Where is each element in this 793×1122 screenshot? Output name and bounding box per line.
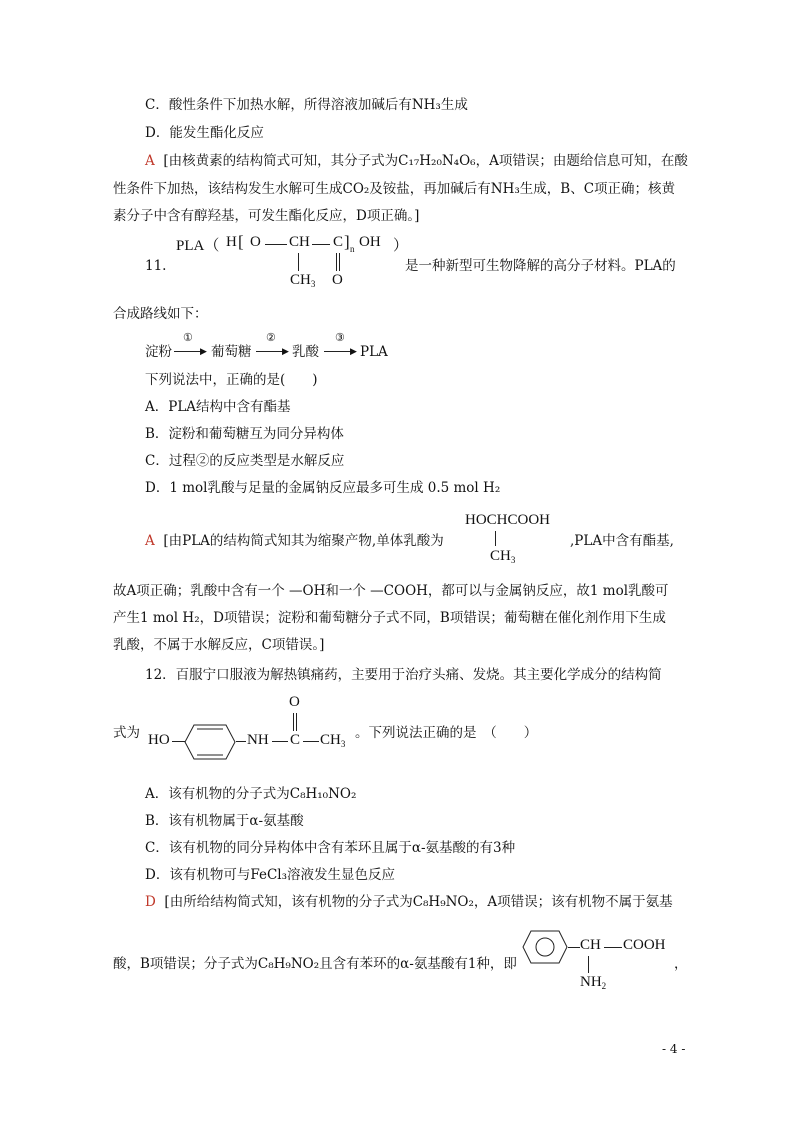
q12-option-a: A．该有机物的分子式为C₈H₁₀NO₂ (145, 786, 357, 802)
q10-option-c: C．酸性条件下加热水解，所得溶液加碱后有NH₃生成 (145, 97, 468, 113)
route-end: PLA (360, 344, 388, 360)
pla-suffix: ） (393, 238, 409, 254)
route-step2: ② (266, 331, 276, 344)
q12-explanation-text1: [由所给结构简式知，该有机物的分子式为C₈H₉NO₂，A项错误；该有机物不属于氨基 (164, 894, 673, 910)
q11-option-d: D．1 mol乳酸与足量的金属钠反应最多可生成 0.5 mol H₂ (145, 480, 501, 496)
pla-structure (170, 232, 409, 294)
paracetamol-ch3: $CH_3$ (320, 732, 346, 749)
q11-question: 下列说法中，正确的是( ) (145, 372, 318, 388)
pla-n: n (350, 244, 355, 254)
phenylglycine-ch: CH (580, 937, 601, 953)
route-arrowhead-2: ▶ (282, 347, 289, 357)
q11-stem-tail: 是一种新型可生物降解的高分子材料。PLA的 (405, 258, 676, 274)
route-start: 淀粉 (145, 344, 172, 360)
pla-bracket-close: ] (344, 232, 350, 251)
paracetamol-structure (148, 694, 388, 754)
q11-option-c: C．过程②的反应类型是水解反应 (145, 453, 345, 469)
q10-explanation-line1 (145, 152, 688, 170)
pla-c: C (333, 234, 344, 250)
paracetamol-c: C (290, 732, 301, 748)
pla-carbonyl-o: O (332, 272, 343, 288)
route-arrowhead-3: ▶ (350, 347, 357, 357)
benzene-ring-icon (184, 724, 236, 760)
route-mid2: 乳酸 (292, 344, 319, 360)
q11-explanation-text1: [由PLA的结构简式知其为缩聚产物,单体乳酸为 (163, 533, 444, 549)
q11-explanation-line2: 故A项正确；乳酸中含有一个 —OH和一个 —COOH，都可以与金属钠反应，故1 mol乳酸可 (113, 583, 669, 599)
q12-option-b: B．该有机物属于α-氨基酸 (145, 813, 304, 829)
q12-answer-letter: D (145, 894, 156, 910)
q11-option-a: A．PLA结构中含有酯基 (145, 399, 291, 415)
page-number: - 4 - (662, 1042, 686, 1056)
q12-stem-2-prefix: 式为 (113, 725, 140, 741)
q11-number: 11. (145, 258, 167, 274)
paracetamol-o: O (289, 694, 300, 710)
q10-explanation-text1: [由核黄素的结构简式可知，其分子式为C₁₇H₂₀N₄O₆，A项错误；由题给信息可知，在酸 (163, 153, 688, 169)
pla-ch: CH (289, 234, 310, 250)
q10-explanation-line2: 性条件下加热，该结构发生水解可生成CO₂及铵盐，再加碱后有NH₃生成，B、C项正确；核黄 (113, 181, 676, 197)
route-step3: ③ (335, 331, 345, 344)
route-arrowhead-1: ▶ (200, 347, 207, 357)
lactic-acid-structure (465, 512, 570, 572)
pla-bracket-open: [ (238, 232, 244, 251)
paracetamol-ho: HO (148, 732, 170, 748)
pla-h: H (226, 234, 237, 250)
q12-explanation-line2-tail: ， (674, 956, 688, 972)
phenylglycine-nh2: $NH_2$ (580, 974, 607, 991)
q12-explanation-line1 (145, 893, 673, 911)
phenylglycine-cooh: COOH (623, 937, 666, 953)
pla-ch3: $CH_3$ (290, 272, 316, 289)
q12-option-c: C．该有机物的同分异构体中含有苯环且属于α-氨基酸的有3种 (145, 840, 516, 856)
pla-o: O (250, 234, 261, 250)
pla-prefix: PLA（ (176, 238, 220, 254)
q11-answer-letter: A (145, 533, 155, 549)
pla-oh: OH (359, 234, 381, 250)
q12-explanation-line2: 酸，B项错误；分子式为C₈H₉NO₂且含有苯环的α-氨基酸有1种，即 (113, 956, 517, 972)
q12-stem-1: 12．百服宁口服液为解热镇痛药，主要用于治疗头痛、发烧。其主要化学成分的结构简 (145, 667, 662, 683)
q12-option-d: D．该有机物可与FeCl₃溶液发生显色反应 (145, 867, 396, 883)
q10-option-d: D．能发生酯化反应 (145, 125, 264, 141)
q11-explanation-line4: 乳酸，不属于水解反应，C项错误。] (113, 637, 325, 653)
lactic-acid-ch3: $CH_3$ (490, 548, 516, 565)
q12-stem-2-suffix: 。下列说法正确的是 （ ） (355, 725, 538, 741)
q11-explanation-line1 (145, 532, 444, 550)
phenylglycine-structure (522, 930, 682, 1002)
benzene-ring-icon (522, 930, 568, 964)
lactic-acid-top: HOCHCOOH (465, 512, 551, 528)
route-step1: ① (183, 331, 193, 344)
q10-explanation-line3: 素分子中含有醇羟基，可发生酯化反应，D项正确。] (113, 208, 420, 224)
q11-explanation-line3: 产生1 mol H₂，D项错误；淀粉和葡萄糖分子式不同，B项错误；葡萄糖在催化剂作用下生成 (113, 610, 666, 626)
q10-answer-letter: A (145, 153, 155, 169)
q11-explanation-line1-tail: ,PLA中含有酯基, (570, 533, 674, 549)
q11-stem-2: 合成路线如下： (113, 306, 208, 322)
route-mid1: 葡萄糖 (211, 344, 252, 360)
q11-option-b: B．淀粉和葡萄糖互为同分异构体 (145, 426, 344, 442)
paracetamol-nh: NH (247, 732, 269, 748)
